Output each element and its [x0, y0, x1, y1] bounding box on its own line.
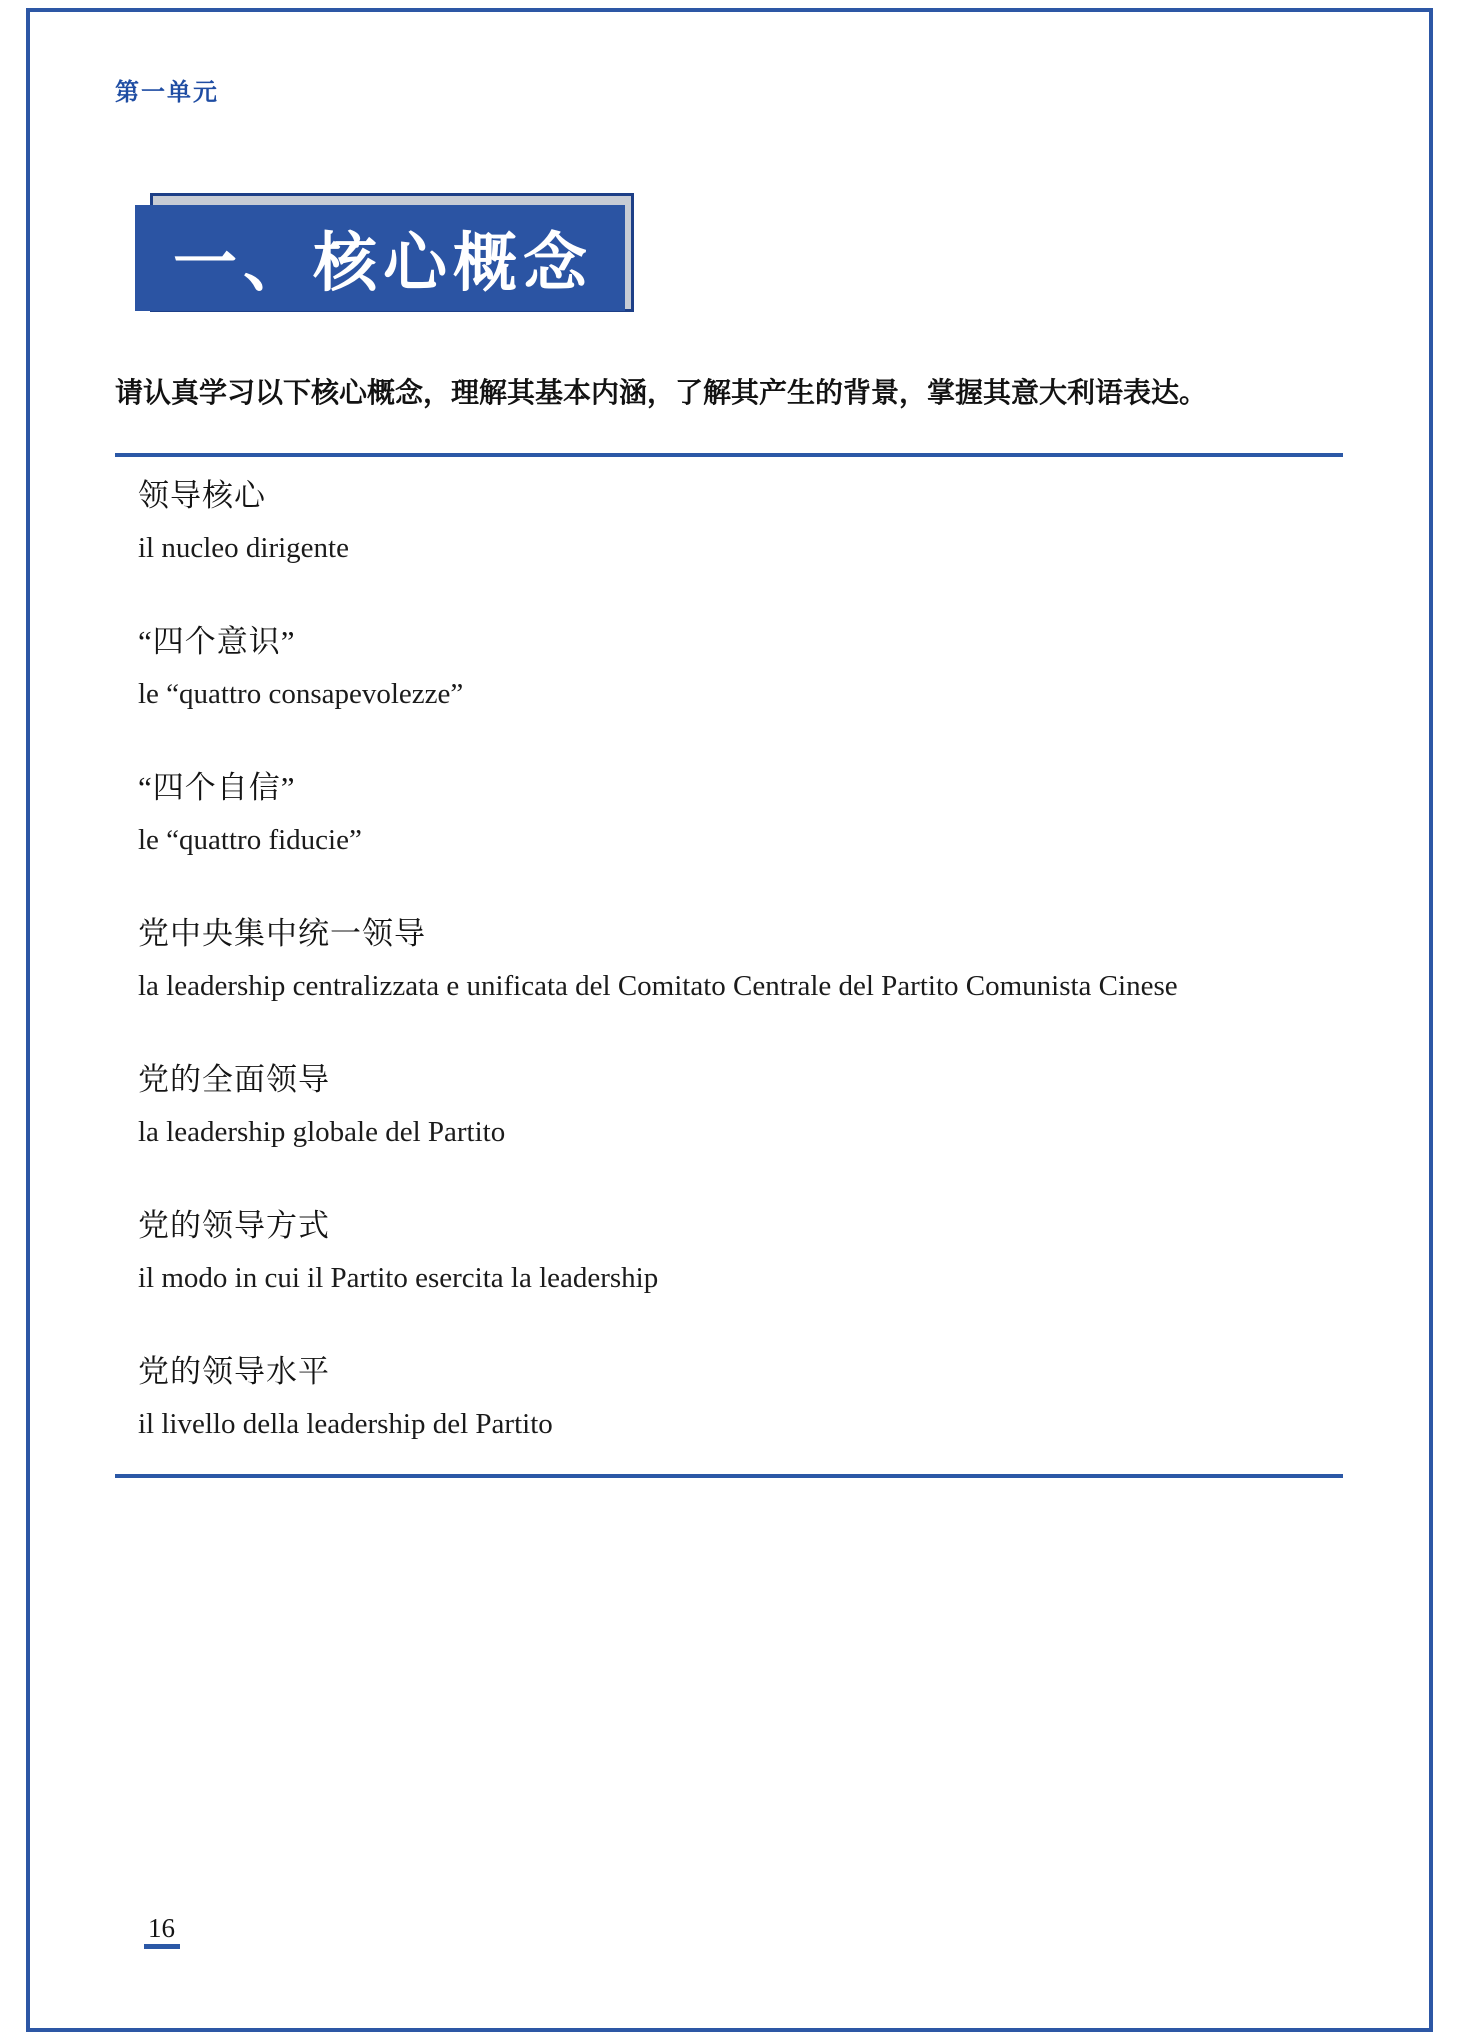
concept-item — [138, 915, 1348, 1005]
concept-term-it: il livello della leadership del Partito — [138, 1408, 553, 1440]
top-divider — [115, 453, 1343, 457]
section-banner — [135, 193, 640, 318]
concept-term-zh: 党的领导方式 — [138, 1208, 330, 1243]
concept-term-zh: “四个意识” — [138, 624, 296, 659]
concept-term-zh: 党中央集中统一领导 — [138, 916, 426, 951]
unit-label: 第一单元 — [115, 79, 219, 106]
concept-term-zh: 党的全面领导 — [138, 1062, 330, 1097]
concept-item — [138, 1353, 1348, 1443]
concept-term-zh: “四个自信” — [138, 770, 296, 805]
page-number: 16 — [148, 1913, 175, 1943]
instruction-text: 请认真学习以下核心概念，理解其基本内涵，了解其产生的背景，掌握其意大利语表达。 — [115, 378, 1208, 409]
concept-item — [138, 769, 1348, 859]
concept-term-it: le “quattro consapevolezze” — [138, 678, 464, 710]
concept-item — [138, 1061, 1348, 1151]
concept-term-zh: 领导核心 — [138, 478, 266, 513]
concept-term-zh: 党的领导水平 — [138, 1354, 330, 1389]
concept-list — [138, 477, 1348, 1499]
concept-item — [138, 477, 1348, 567]
concept-term-it: il modo in cui il Partito esercita la leadership — [138, 1262, 659, 1294]
bottom-divider — [115, 1474, 1343, 1478]
concept-term-it: il nucleo dirigente — [138, 532, 349, 564]
section-title: 一、核心概念 — [173, 228, 593, 299]
concept-item — [138, 1207, 1348, 1297]
banner-box — [135, 205, 625, 311]
page-number-underline — [144, 1944, 180, 1949]
concept-term-it: le “quattro fiducie” — [138, 824, 362, 856]
concept-term-it: la leadership globale del Partito — [138, 1116, 506, 1148]
concept-term-it: la leadership centralizzata e unificata del Comitato Centrale del Partito Comunista Cinese — [138, 970, 1178, 1002]
concept-item — [138, 623, 1348, 713]
